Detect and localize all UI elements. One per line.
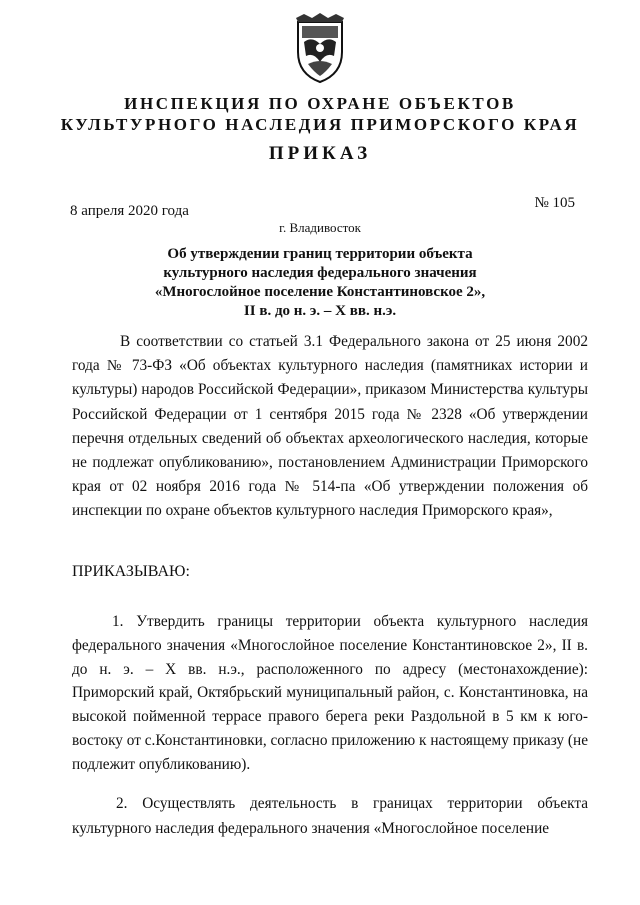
coat-of-arms-icon <box>290 12 350 84</box>
title-line: культурного наследия федерального значения <box>163 265 477 281</box>
organization-name-line1: ИНСПЕКЦИЯ ПО ОХРАНЕ ОБЪЕКТОВ <box>124 94 516 113</box>
title-line: II в. до н. э. – X вв. н.э. <box>243 303 397 319</box>
order-item-1: 1. Утвердить границы территории объекта культурного наследия федерального значения «Многослойное поселение Константиновское 2», II в. до н. э. – X вв. н.э., расположенного по адресу (местонахождение): Приморский край, Октябрьский муниципальный район, с. Константиновка, на высокой пойменной террасе правого берега реки Раздольной в 5 км к юго-востоку от с.Константиновки, согласно приложению к настоящему приказу (не подлежит опубликованию). <box>72 613 588 773</box>
title-line: «Многослойное поселение Константиновское 2», <box>154 284 486 300</box>
preamble-paragraph: В соответствии со статьей 3.1 Федерального закона от 25 июня 2002 года № 73-ФЗ «Об объектах культурного наследия (памятниках истории и культуры) народов Российской Федерации», приказом Министерства культуры Российской Федерации от 1 сентября 2015 года № 2328 «Об утверждении перечня отдельных сведений об объектах археологического наследия, которые не подлежат опубликованию», постановлением Администрации Приморского края от 02 ноября 2016 года № 514-па «Об утверждении положения об инспекции по охране объектов культурного наследия Приморского края», <box>72 333 588 520</box>
order-item-2: 2. Осуществлять деятельность в границах территории объекта культурного наследия федерального значения «Многослойное поселение <box>72 795 588 837</box>
document-title <box>0 245 640 321</box>
document-number: № 105 <box>534 195 575 211</box>
decree-heading: ПРИКАЗЫВАЮ: <box>72 563 190 580</box>
document-date: 8 апреля 2020 года <box>70 203 189 219</box>
organization-name-line2: КУЛЬТУРНОГО НАСЛЕДИЯ ПРИМОРСКОГО КРАЯ <box>60 115 580 134</box>
document-city: г. Владивосток <box>279 220 361 235</box>
document-type: ПРИКАЗ <box>268 143 372 164</box>
title-line: Об утверждении границ территории объекта <box>167 246 473 262</box>
